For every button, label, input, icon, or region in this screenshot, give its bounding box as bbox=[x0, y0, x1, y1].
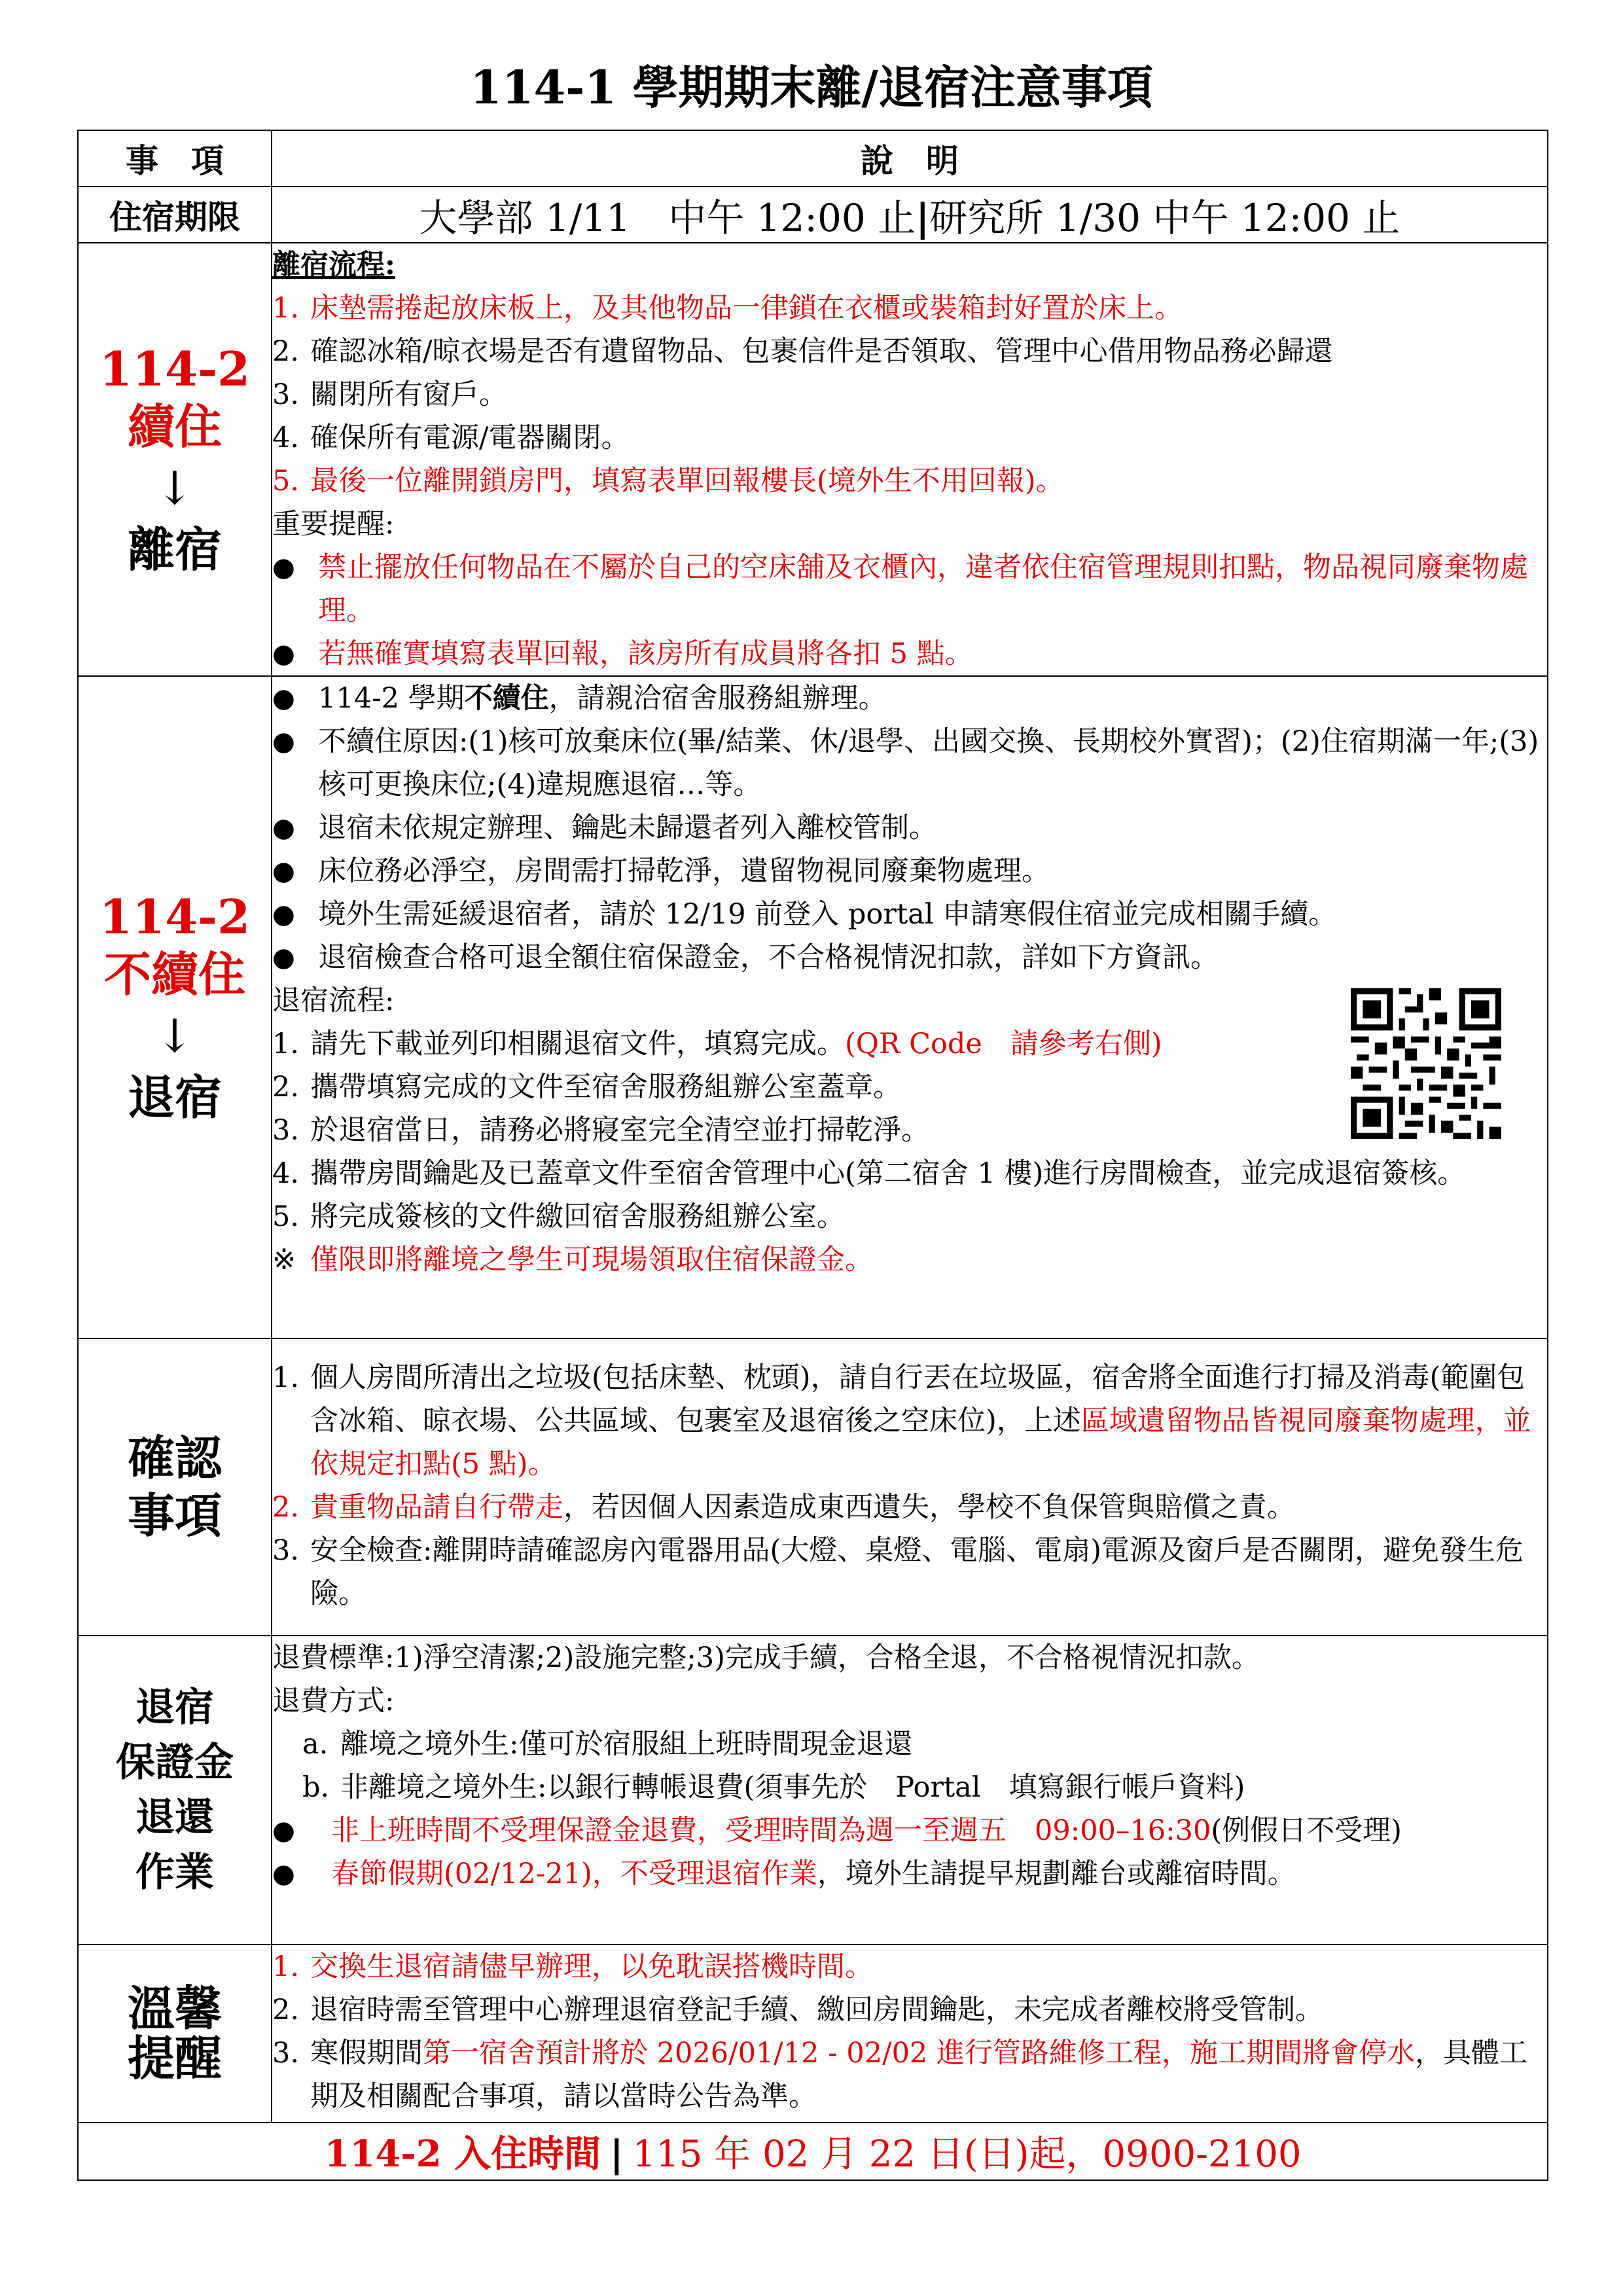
notice-table bbox=[77, 130, 1548, 2181]
list-item: 5. 將完成簽核的文件繳回宿舍服務組辦公室。 bbox=[272, 1200, 845, 1233]
list-item: 3. 關閉所有窗戶。 bbox=[272, 378, 507, 411]
list-item: ● 春節假期(02/12-21)，不受理退宿作業，境外生請提早規劃離台或離宿時間。 bbox=[272, 1857, 1296, 1890]
list-item: 1. 個人房間所清出之垃圾(包括床墊、枕頭)，請自行丟在垃圾區，宿舍將全面進行打掃及消毒(範圍包含冰箱、晾衣場、公共區域、包裹室及退宿後之空床位)，上述區域遺留物品皆視同廢棄物處理，並依規定扣點(5 點)。 bbox=[272, 1361, 1531, 1480]
reminder-content bbox=[272, 1945, 1548, 2123]
continue-content bbox=[272, 243, 1548, 676]
list-item: ● 退宿檢查合格可退全額住宿保證金，不合格視情況扣款，詳如下方資訊。 bbox=[272, 941, 1219, 974]
move-in-sep: | bbox=[610, 2132, 624, 2176]
list-item: 1. 請先下載並列印相關退宿文件，填寫完成。(QR Code 請參考右側) bbox=[272, 1028, 1162, 1060]
deposit-row bbox=[78, 1636, 1548, 1945]
list-item: ※ 僅限即將離境之學生可現場領取住宿保證金。 bbox=[272, 1244, 873, 1276]
header-item: 事 項 bbox=[78, 130, 272, 187]
document-title: 114-1 學期期末離/退宿注意事項 bbox=[470, 60, 1153, 115]
list-item: a. 離境之境外生:僅可於宿服組上班時間現金退還 bbox=[302, 1728, 913, 1761]
list-item: ● 非上班時間不受理保證金退費，受理時間為週一至週五 09:00–16:30(例假日不受理) bbox=[272, 1814, 1402, 1847]
period-label: 住宿期限 bbox=[78, 187, 272, 243]
continue-row bbox=[78, 243, 1548, 676]
period-sep: | bbox=[916, 196, 930, 240]
deposit-standard: 退費標準:1)淨空清潔;2)設施完整;3)完成手續，合格全退，不合格視情況扣款。 bbox=[272, 1641, 1260, 1674]
reminder-row bbox=[78, 1945, 1548, 2123]
list-item: 1. 床墊需捲起放床板上，及其他物品一律鎖在衣櫃或裝箱封好置於床上。 bbox=[272, 292, 1183, 325]
move-in-label: 114-2 入住時間 bbox=[324, 2132, 601, 2176]
checkout-flow bbox=[272, 979, 1547, 1282]
list-item: ● 不續住原因:(1)核可放棄床位(畢/結業、休/退學、出國交換、長期校外實習)；(2)住宿期滿一年;(3)核可更換床位;(4)違規應退宿…等。 bbox=[272, 725, 1539, 801]
deposit-label: 退宿 保證金 退還 作業 bbox=[78, 1636, 272, 1945]
list-item: 3. 寒假期間第一宿舍預計將於 2026/01/12 - 02/02 進行管路維修工程，施工期間將會停水，具體工期及相關配合事項，請以當時公告為準。 bbox=[272, 2037, 1527, 2113]
checkout-content bbox=[272, 676, 1548, 1338]
list-item: 2. 攜帶填寫完成的文件至宿舍服務組辦公室蓋章。 bbox=[272, 1071, 901, 1103]
list-item: ● 禁止擺放任何物品在不屬於自己的空床舖及衣櫃內，違者依住宿管理規則扣點，物品視同廢棄物處理。 bbox=[272, 551, 1528, 627]
list-item: 4. 攜帶房間鑰匙及已蓋章文件至宿舍管理中心(第二宿舍 1 樓)進行房間檢查，並完成退宿簽核。 bbox=[272, 1157, 1466, 1190]
list-item: 3. 安全檢查:離開時請確認房內電器用品(大燈、桌燈、電腦、電扇)電源及窗戶是否關閉，避免發生危險。 bbox=[272, 1534, 1524, 1610]
list-item: 4. 確保所有電源/電器關閉。 bbox=[272, 422, 630, 454]
period-row bbox=[78, 187, 1548, 243]
down-arrow-icon: ↓ bbox=[155, 1009, 194, 1063]
deposit-content bbox=[272, 1636, 1548, 1945]
checkout-flow-title: 退宿流程: bbox=[272, 984, 395, 1017]
list-item: ● 114-2 學期不續住，請親洽宿舍服務組辦理。 bbox=[272, 682, 887, 715]
deposit-method-title: 退費方式: bbox=[272, 1685, 395, 1717]
continue-flow-title: 離宿流程: bbox=[272, 249, 395, 281]
confirm-row bbox=[78, 1338, 1548, 1636]
list-item: ● 若無確實填寫表單回報，該房所有成員將各扣 5 點。 bbox=[272, 637, 973, 670]
checkout-row bbox=[78, 676, 1548, 1338]
confirm-content bbox=[272, 1338, 1548, 1636]
list-item: 2. 退宿時需至管理中心辦理退宿登記手續、繳回房間鑰匙，未完成者離校將受管制。 bbox=[272, 1994, 1323, 2026]
list-item: 1. 交換生退宿請儘早辦理，以免耽誤搭機時間。 bbox=[272, 1950, 873, 1983]
continue-label: 114-2 續住 ↓ 離宿 bbox=[78, 243, 272, 676]
footer-row bbox=[78, 2123, 1548, 2180]
qr-code-icon[interactable] bbox=[1351, 988, 1501, 1139]
list-item: 3. 於退宿當日，請務必將寢室完全清空並打掃乾淨。 bbox=[272, 1114, 929, 1147]
checkout-label: 114-2 不續住 ↓ 退宿 bbox=[78, 676, 272, 1338]
period-undergrad: 大學部 1/11 中午 12:00 止 bbox=[419, 196, 916, 240]
period-grad: 研究所 1/30 中午 12:00 止 bbox=[929, 196, 1400, 240]
list-item: b. 非離境之境外生:以銀行轉帳退費(須事先於 Portal 填寫銀行帳戶資料) bbox=[302, 1771, 1245, 1804]
list-item: ● 境外生需延緩退宿者，請於 12/19 前登入 portal 申請寒假住宿並完成相關手續。 bbox=[272, 898, 1337, 931]
move-in-time bbox=[78, 2123, 1548, 2180]
confirm-label: 確認 事項 bbox=[78, 1338, 272, 1636]
move-in-value: 115 年 02 月 22 日(日)起，0900-2100 bbox=[632, 2133, 1302, 2176]
list-item: 2. 確認冰箱/晾衣場是否有遺留物品、包裹信件是否領取、管理中心借用物品務必歸還 bbox=[272, 335, 1333, 368]
list-item: 5. 最後一位離開鎖房門，填寫表單回報樓長(境外生不用回報)。 bbox=[272, 465, 1064, 497]
continue-note-title: 重要提醒: bbox=[272, 508, 395, 541]
list-item: 2. 貴重物品請自行帶走，若因個人因素造成東西遺失，學校不負保管與賠償之責。 bbox=[272, 1491, 1295, 1524]
period-value bbox=[272, 187, 1548, 243]
list-item: ● 床位務必淨空，房間需打掃乾淨，遺留物視同廢棄物處理。 bbox=[272, 855, 1050, 888]
list-item: ● 退宿未依規定辦理、鑰匙未歸還者列入離校管制。 bbox=[272, 812, 937, 844]
reminder-label: 溫馨 提醒 bbox=[78, 1945, 272, 2123]
down-arrow-icon: ↓ bbox=[155, 461, 194, 515]
header-row bbox=[78, 130, 1548, 187]
header-desc: 說 明 bbox=[272, 130, 1548, 187]
